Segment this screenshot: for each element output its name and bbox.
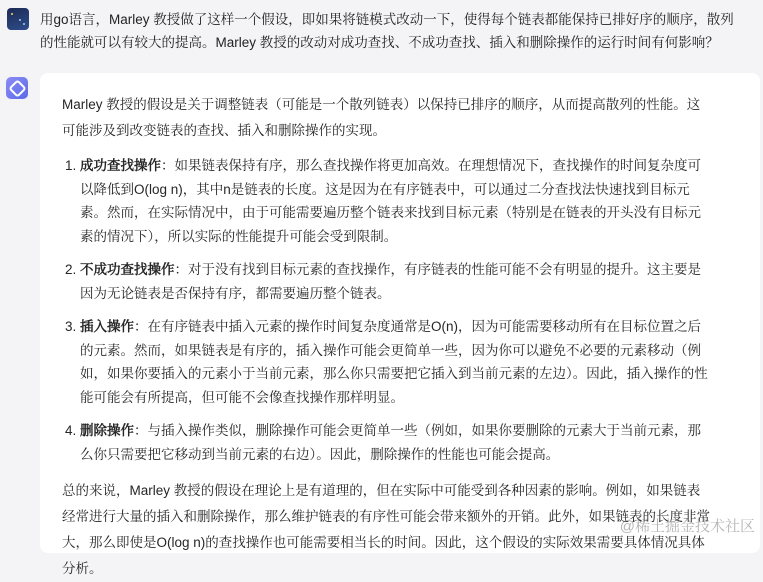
answer-intro: Marley 教授的假设是关于调整链表（可能是一个散列链表）以保持已排序的顺序，从而提高散列的性能。这可能涉及到改变链表的查找、插入和删除操作的实现。 (62, 97, 701, 138)
item-sep: ： (134, 423, 148, 438)
item-text: 与插入操作类似，删除操作可能会更简单一些（例如，如果你要删除的元素大于当前元素，那么你只需要把它移动到当前元素的右边）。因此，删除操作的性能也可能会提高。 (80, 423, 701, 462)
item-title: 插入操作 (80, 319, 134, 334)
user-avatar (7, 8, 29, 30)
item-title: 删除操作 (80, 423, 134, 438)
item-title: 不成功查找操作 (80, 262, 175, 277)
list-item (80, 419, 712, 466)
item-text: 如果链表保持有序，那么查找操作将更加高效。在理想情况下，查找操作的时间复杂度可以降低到O(log n)，其中n是链表的长度。这是因为在有序链表中，可以通过二分查找法快速找到目标元素。然而，在实际情况中，由于可能需要遍历整个链表来找到目标元素（特别是在链表的开头没有目标元素的情况下），所以实际的性能提升可能会受到限制。 (80, 158, 701, 244)
assistant-answer-card (40, 73, 760, 576)
list-item (80, 154, 712, 248)
list-item (80, 258, 712, 305)
item-sep: ： (134, 319, 148, 334)
user-question: 用go语言，Marley 教授做了这样一个假设，即如果将链模式改动一下，使得每个链表都能保持已排好序的顺序，散列的性能就可以有较大的提高。Marley 教授的改动对成功查找、不成功查找、插入和删除操作的运行时间有何影响？ (40, 12, 734, 50)
item-sep: ： (174, 262, 188, 277)
answer-summary: 总的来说，Marley 教授的假设在理论上是有道理的，但在实际中可能受到各种因素的影响。例如，如果链表经常进行大量的插入和删除操作，那么维护链表的有序性可能会带来额外的开销。此外，如果链表的长度非常大，那么即使是O(log n)的查找操作也可能需要相当长的时间。因此，这个假设的实际效果需要具体情况具体分析。 (62, 483, 710, 576)
list-item (80, 315, 712, 409)
item-text: 在有序链表中插入元素的操作时间复杂度通常是O(n)，因为可能需要移动所有在目标位置之后的元素。然而，如果链表是有序的，插入操作可能会更简单一些，因为你可以避免不必要的元素移动（例如，如果你要插入的元素小于当前元素，那么你只需要把它插入到当前元素的左边）。因此，插入操作的性能可能会有所提高，但可能不会像查找操作那样明显。 (80, 319, 708, 405)
assistant-avatar-icon (6, 77, 28, 99)
item-sep: ： (161, 158, 175, 173)
watermark: @稀土掘金技术社区 (619, 518, 755, 535)
item-text: 对于没有找到目标元素的查找操作，有序链表的性能可能不会有明显的提升。这主要是因为无论链表是否保持有序，都需要遍历整个链表。 (80, 262, 701, 301)
answer-list (62, 154, 712, 466)
item-title: 成功查找操作 (80, 158, 161, 173)
